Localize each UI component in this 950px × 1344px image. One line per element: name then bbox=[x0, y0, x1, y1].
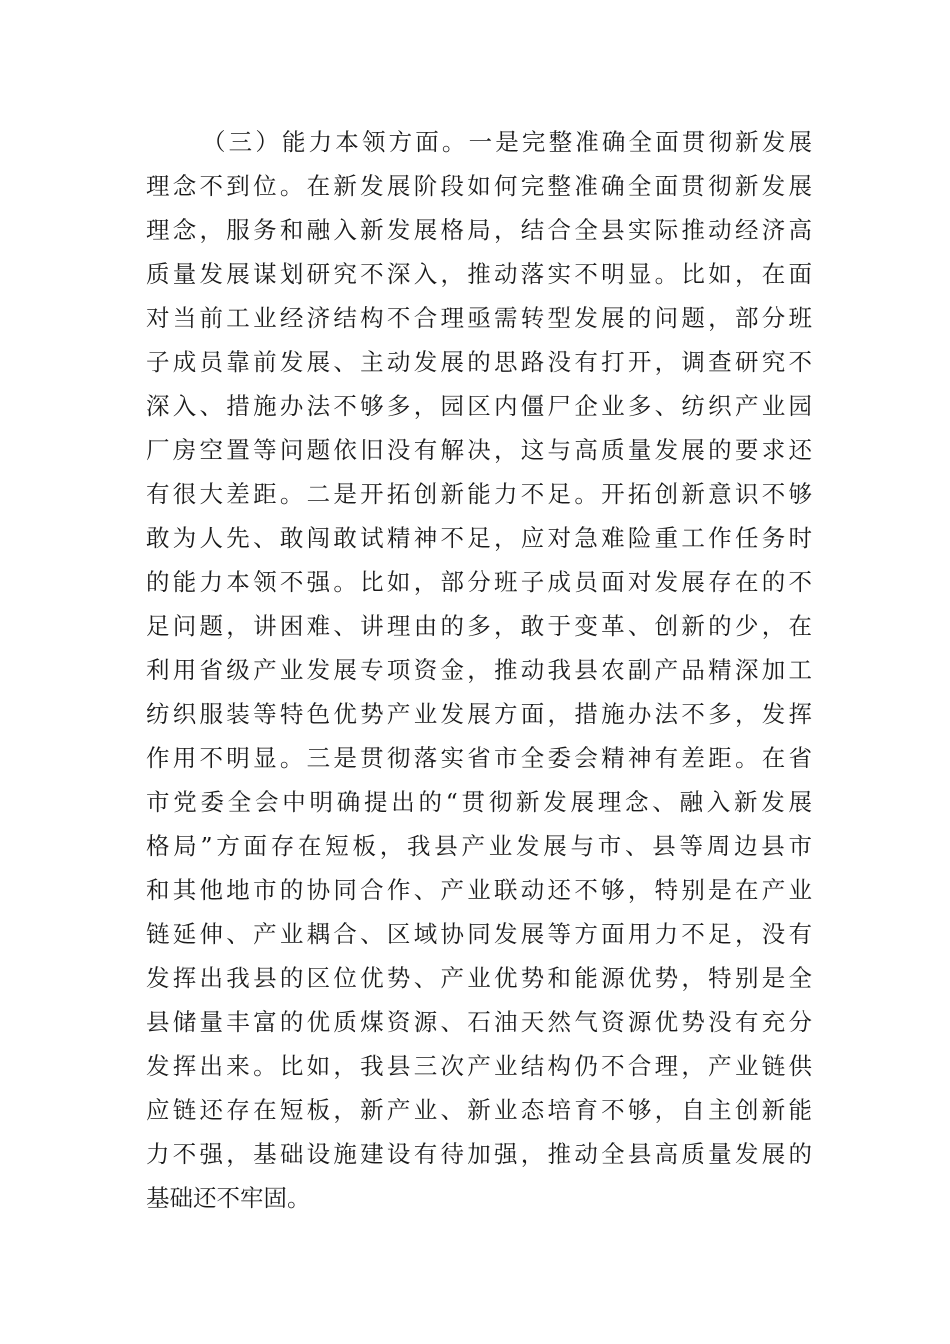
paragraph-line: 链延伸、产业耦合、区域协同发展等方面用力不足，没有 bbox=[146, 920, 812, 948]
paragraph-line: 和其他地市的协同合作、产业联动还不够，特别是在产业 bbox=[146, 876, 812, 904]
paragraph-line: 足问题，讲困难、讲理由的多，敢于变革、创新的少，在 bbox=[146, 612, 812, 640]
paragraph-line: 子成员靠前发展、主动发展的思路没有打开，调查研究不 bbox=[146, 348, 812, 376]
paragraph-line: 基础还不牢固。 bbox=[146, 1184, 311, 1212]
paragraph-line: 力不强，基础设施建设有待加强，推动全县高质量发展的 bbox=[146, 1140, 812, 1168]
paragraph-line: 格局”方面存在短板，我县产业发展与市、县等周边县市 bbox=[146, 832, 812, 860]
paragraph-line: 县储量丰富的优质煤资源、石油天然气资源优势没有充分 bbox=[146, 1008, 812, 1036]
paragraph-line: 利用省级产业发展专项资金，推动我县农副产品精深加工 bbox=[146, 656, 812, 684]
paragraph-line: 市党委全会中明确提出的“贯彻新发展理念、融入新发展 bbox=[146, 788, 812, 816]
paragraph-line: 理念不到位。在新发展阶段如何完整准确全面贯彻新发展 bbox=[146, 172, 812, 200]
paragraph-line: 纺织服装等特色优势产业发展方面，措施办法不多，发挥 bbox=[146, 700, 812, 728]
paragraph-line: 有很大差距。二是开拓创新能力不足。开拓创新意识不够 bbox=[146, 480, 812, 508]
paragraph-line: 作用不明显。三是贯彻落实省市全委会精神有差距。在省 bbox=[146, 744, 812, 772]
paragraph-line: 敢为人先、敢闯敢试精神不足，应对急难险重工作任务时 bbox=[146, 524, 812, 552]
paragraph-line: 厂房空置等问题依旧没有解决，这与高质量发展的要求还 bbox=[146, 436, 812, 464]
paragraph-line: 的能力本领不强。比如，部分班子成员面对发展存在的不 bbox=[146, 568, 812, 596]
paragraph-line: 发挥出我县的区位优势、产业优势和能源优势，特别是全 bbox=[146, 964, 812, 992]
paragraph-line: 深入、措施办法不够多，园区内僵尸企业多、纺织产业园 bbox=[146, 392, 812, 420]
paragraph-line: 理念，服务和融入新发展格局，结合全县实际推动经济高 bbox=[146, 216, 812, 244]
paragraph bbox=[146, 120, 812, 1220]
paragraph-line: （三）能力本领方面。一是完整准确全面贯彻新发展 bbox=[202, 128, 812, 156]
paragraph-line: 应链还存在短板，新产业、新业态培育不够，自主创新能 bbox=[146, 1096, 812, 1124]
paragraph-line: 对当前工业经济结构不合理亟需转型发展的问题，部分班 bbox=[146, 304, 812, 332]
paragraph-line: 发挥出来。比如，我县三次产业结构仍不合理，产业链供 bbox=[146, 1052, 812, 1080]
paragraph-line: 质量发展谋划研究不深入，推动落实不明显。比如，在面 bbox=[146, 260, 812, 288]
